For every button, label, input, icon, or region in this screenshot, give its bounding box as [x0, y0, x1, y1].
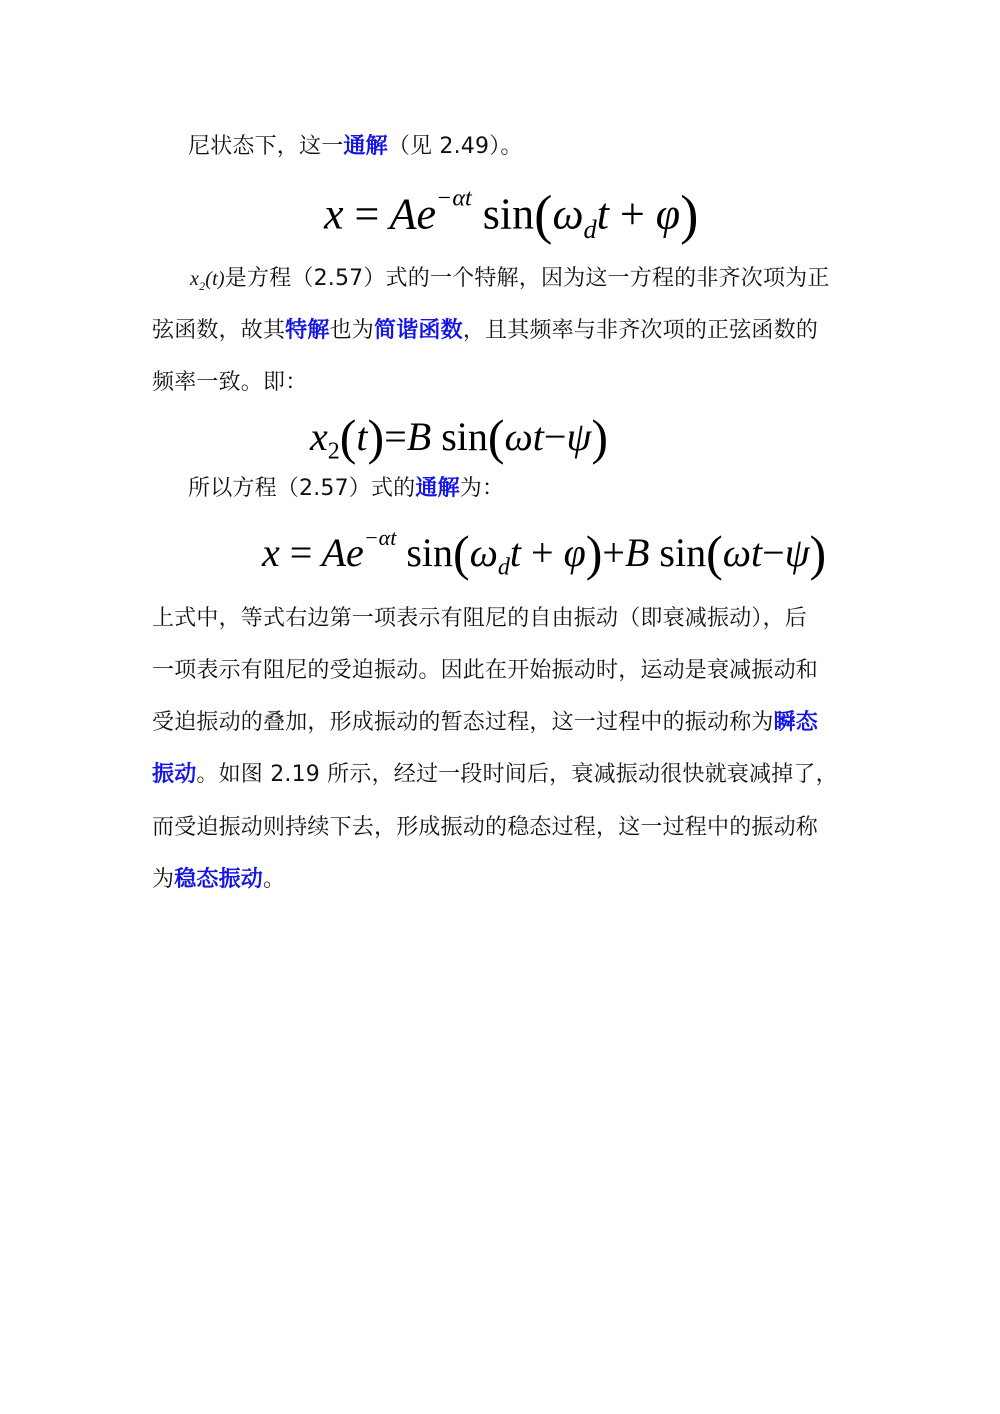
paragraph-line-3: [152, 316, 852, 346]
eq-minus: −: [762, 530, 785, 575]
paragraph-line-6: [152, 604, 852, 634]
keyword-link-general-solution[interactable]: 通解: [343, 134, 388, 159]
eq-var-t: t: [751, 530, 763, 575]
text: 所以方程（2.57）式的: [188, 476, 416, 501]
eq-var-t: t: [532, 414, 544, 459]
eq-omega: ω: [469, 530, 498, 575]
keyword-link-vibration[interactable]: 振动: [152, 762, 197, 787]
eq-var-A: A: [389, 189, 417, 239]
equation-particular-solution: [310, 408, 608, 466]
eq-plus: +: [602, 530, 625, 575]
eq-psi: ψ: [784, 530, 810, 575]
keyword-link-transient[interactable]: 瞬态: [773, 710, 819, 735]
eq-var-e: e: [416, 189, 436, 239]
eq-var-x: x: [324, 189, 344, 239]
inline-math-x2t: $x_2(t)$: [190, 268, 225, 293]
keyword-link-steady-state-vibration[interactable]: 稳态振动: [174, 867, 264, 892]
text: 受迫振动的叠加，形成振动的暂态过程，这一过程中的振动称为: [152, 710, 774, 735]
text: 为: [152, 867, 175, 892]
eq-paren-open: (: [453, 525, 470, 581]
eq-exponent: −αt: [363, 525, 397, 551]
text: 。如图 2.19 所示，经过一段时间后，衰减振动很快就衰减掉了，: [196, 762, 838, 787]
text: 频率一致。即：: [152, 370, 308, 395]
paragraph-line-1: [188, 132, 888, 162]
eq-paren-close: ): [591, 409, 608, 465]
equation-damped-solution: [324, 183, 698, 246]
paragraph-line-9: [152, 760, 852, 790]
eq-var-A: A: [321, 530, 347, 575]
eq-equals: =: [354, 189, 380, 239]
eq-paren-open: (: [487, 409, 505, 465]
text: 而受迫振动则持续下去，形成振动的稳态过程，这一过程中的振动称: [152, 815, 819, 840]
eq-plus: +: [619, 189, 645, 239]
eq-sin: sin: [441, 414, 488, 459]
eq-var-t: t: [356, 414, 368, 459]
text: 是方程（2.57）式的一个特解，因为这一方程的非齐次项为正: [224, 266, 830, 291]
eq-var-B: B: [624, 530, 650, 575]
keyword-link-particular-solution[interactable]: 特解: [285, 318, 330, 343]
eq-equals: =: [384, 414, 407, 459]
eq-omega: ω: [552, 189, 584, 239]
eq-var-x: x: [262, 530, 280, 575]
paragraph-line-10: [152, 813, 852, 843]
text: 弦函数，故其: [152, 318, 286, 343]
eq-var-t: t: [509, 530, 522, 575]
eq-sin: sin: [406, 530, 454, 575]
equation-full-general-solution: [262, 524, 826, 582]
text: ，且其频率与非齐次项的正弦函数的: [462, 318, 819, 343]
eq-plus: +: [531, 530, 554, 575]
eq-var-t: t: [596, 189, 609, 239]
eq-sin: sin: [482, 189, 535, 239]
text: （见 2.49）。: [387, 134, 523, 159]
eq-paren-open: (: [339, 409, 357, 465]
text: 。: [263, 867, 286, 892]
eq-paren-close: ): [585, 525, 603, 581]
text: 尼状态下，这一: [188, 134, 344, 159]
keyword-link-harmonic-function[interactable]: 简谐函数: [374, 318, 463, 343]
eq-var-x: x: [310, 414, 328, 459]
paragraph-line-8: [152, 708, 852, 738]
eq-omega: ω: [504, 414, 533, 459]
text: 也为: [329, 318, 375, 343]
paragraph-line-5: [188, 474, 888, 504]
text: 为：: [459, 476, 505, 501]
eq-omega: ω: [722, 530, 751, 575]
eq-subscript-2: 2: [327, 438, 340, 465]
eq-paren-open: (: [534, 184, 553, 245]
eq-psi: ψ: [566, 414, 592, 459]
eq-var-B: B: [406, 414, 432, 459]
eq-minus: −: [543, 414, 567, 459]
keyword-link-general-solution[interactable]: 通解: [415, 476, 460, 501]
eq-paren-close: ): [809, 525, 827, 581]
eq-sin: sin: [659, 530, 707, 575]
eq-subscript-d: d: [583, 213, 597, 244]
eq-paren-open: (: [706, 525, 723, 581]
paragraph-line-11: [152, 865, 852, 895]
eq-paren-close: ): [680, 184, 699, 245]
text: 上式中，等式右边第一项表示有阻尼的自由振动（即衰减振动），后: [152, 606, 808, 631]
paragraph-line-7: [152, 656, 852, 686]
eq-phi: φ: [563, 530, 586, 575]
eq-exponent: −αt: [436, 184, 472, 212]
eq-var-e: e: [346, 530, 364, 575]
paragraph-line-4: [152, 368, 852, 398]
eq-subscript-d: d: [497, 554, 510, 581]
paragraph-line-2: [152, 264, 852, 301]
eq-phi: φ: [655, 189, 681, 239]
eq-equals: =: [289, 530, 313, 575]
eq-paren-close: ): [367, 409, 385, 465]
text: 一项表示有阻尼的受迫振动。因此在开始振动时，运动是衰减振动和: [152, 658, 819, 683]
